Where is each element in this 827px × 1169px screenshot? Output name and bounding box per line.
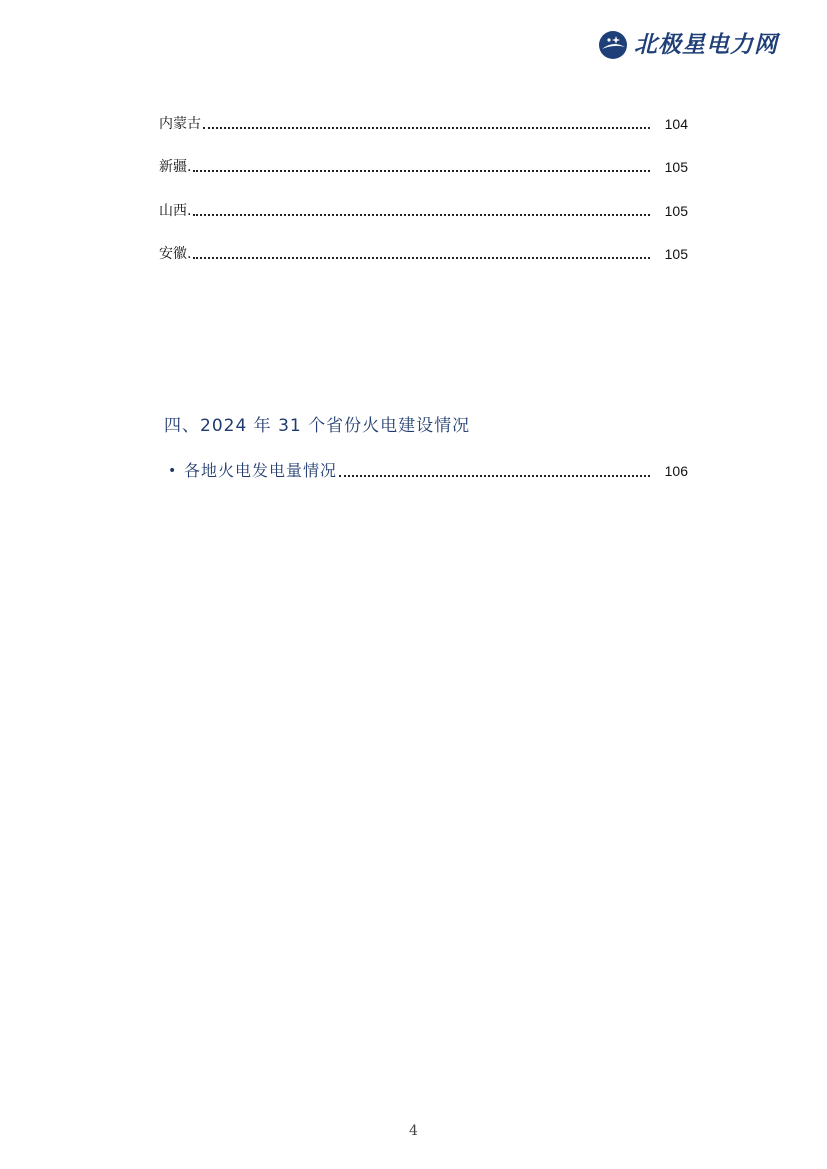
logo-text: 北极星电力网 — [634, 32, 778, 58]
polaris-star-logo-icon — [598, 30, 628, 60]
section-heading[interactable]: 四、2024 年 31 个省份火电建设情况 — [164, 416, 471, 436]
toc-subentry[interactable] — [168, 460, 688, 482]
toc-entry-label: 新疆. — [159, 159, 192, 175]
toc-entry[interactable] — [159, 201, 688, 221]
toc-subentry-page: 106 — [664, 463, 688, 479]
toc-entry-label: 内蒙古 — [159, 116, 201, 132]
toc-entry-label: 山西. — [159, 203, 192, 219]
toc-entry-label: 安徽. — [159, 246, 192, 262]
dot-leader — [193, 214, 650, 216]
toc-entry-page: 104 — [664, 116, 688, 132]
dot-leader — [203, 127, 650, 129]
toc-subentry-label: 各地火电发电量情况 — [184, 461, 338, 480]
dot-leader — [193, 257, 650, 259]
toc-entry[interactable] — [159, 244, 688, 264]
toc-entry[interactable] — [159, 114, 688, 134]
site-logo — [598, 30, 778, 60]
dot-leader — [339, 475, 650, 477]
bullet-icon: • — [168, 463, 177, 479]
toc-entry[interactable] — [159, 157, 688, 177]
dot-leader — [193, 170, 650, 172]
toc-entry-page: 105 — [664, 203, 688, 219]
toc-entry-page: 105 — [664, 246, 688, 262]
page-number: 4 — [409, 1123, 418, 1139]
toc-entry-page: 105 — [664, 159, 688, 175]
